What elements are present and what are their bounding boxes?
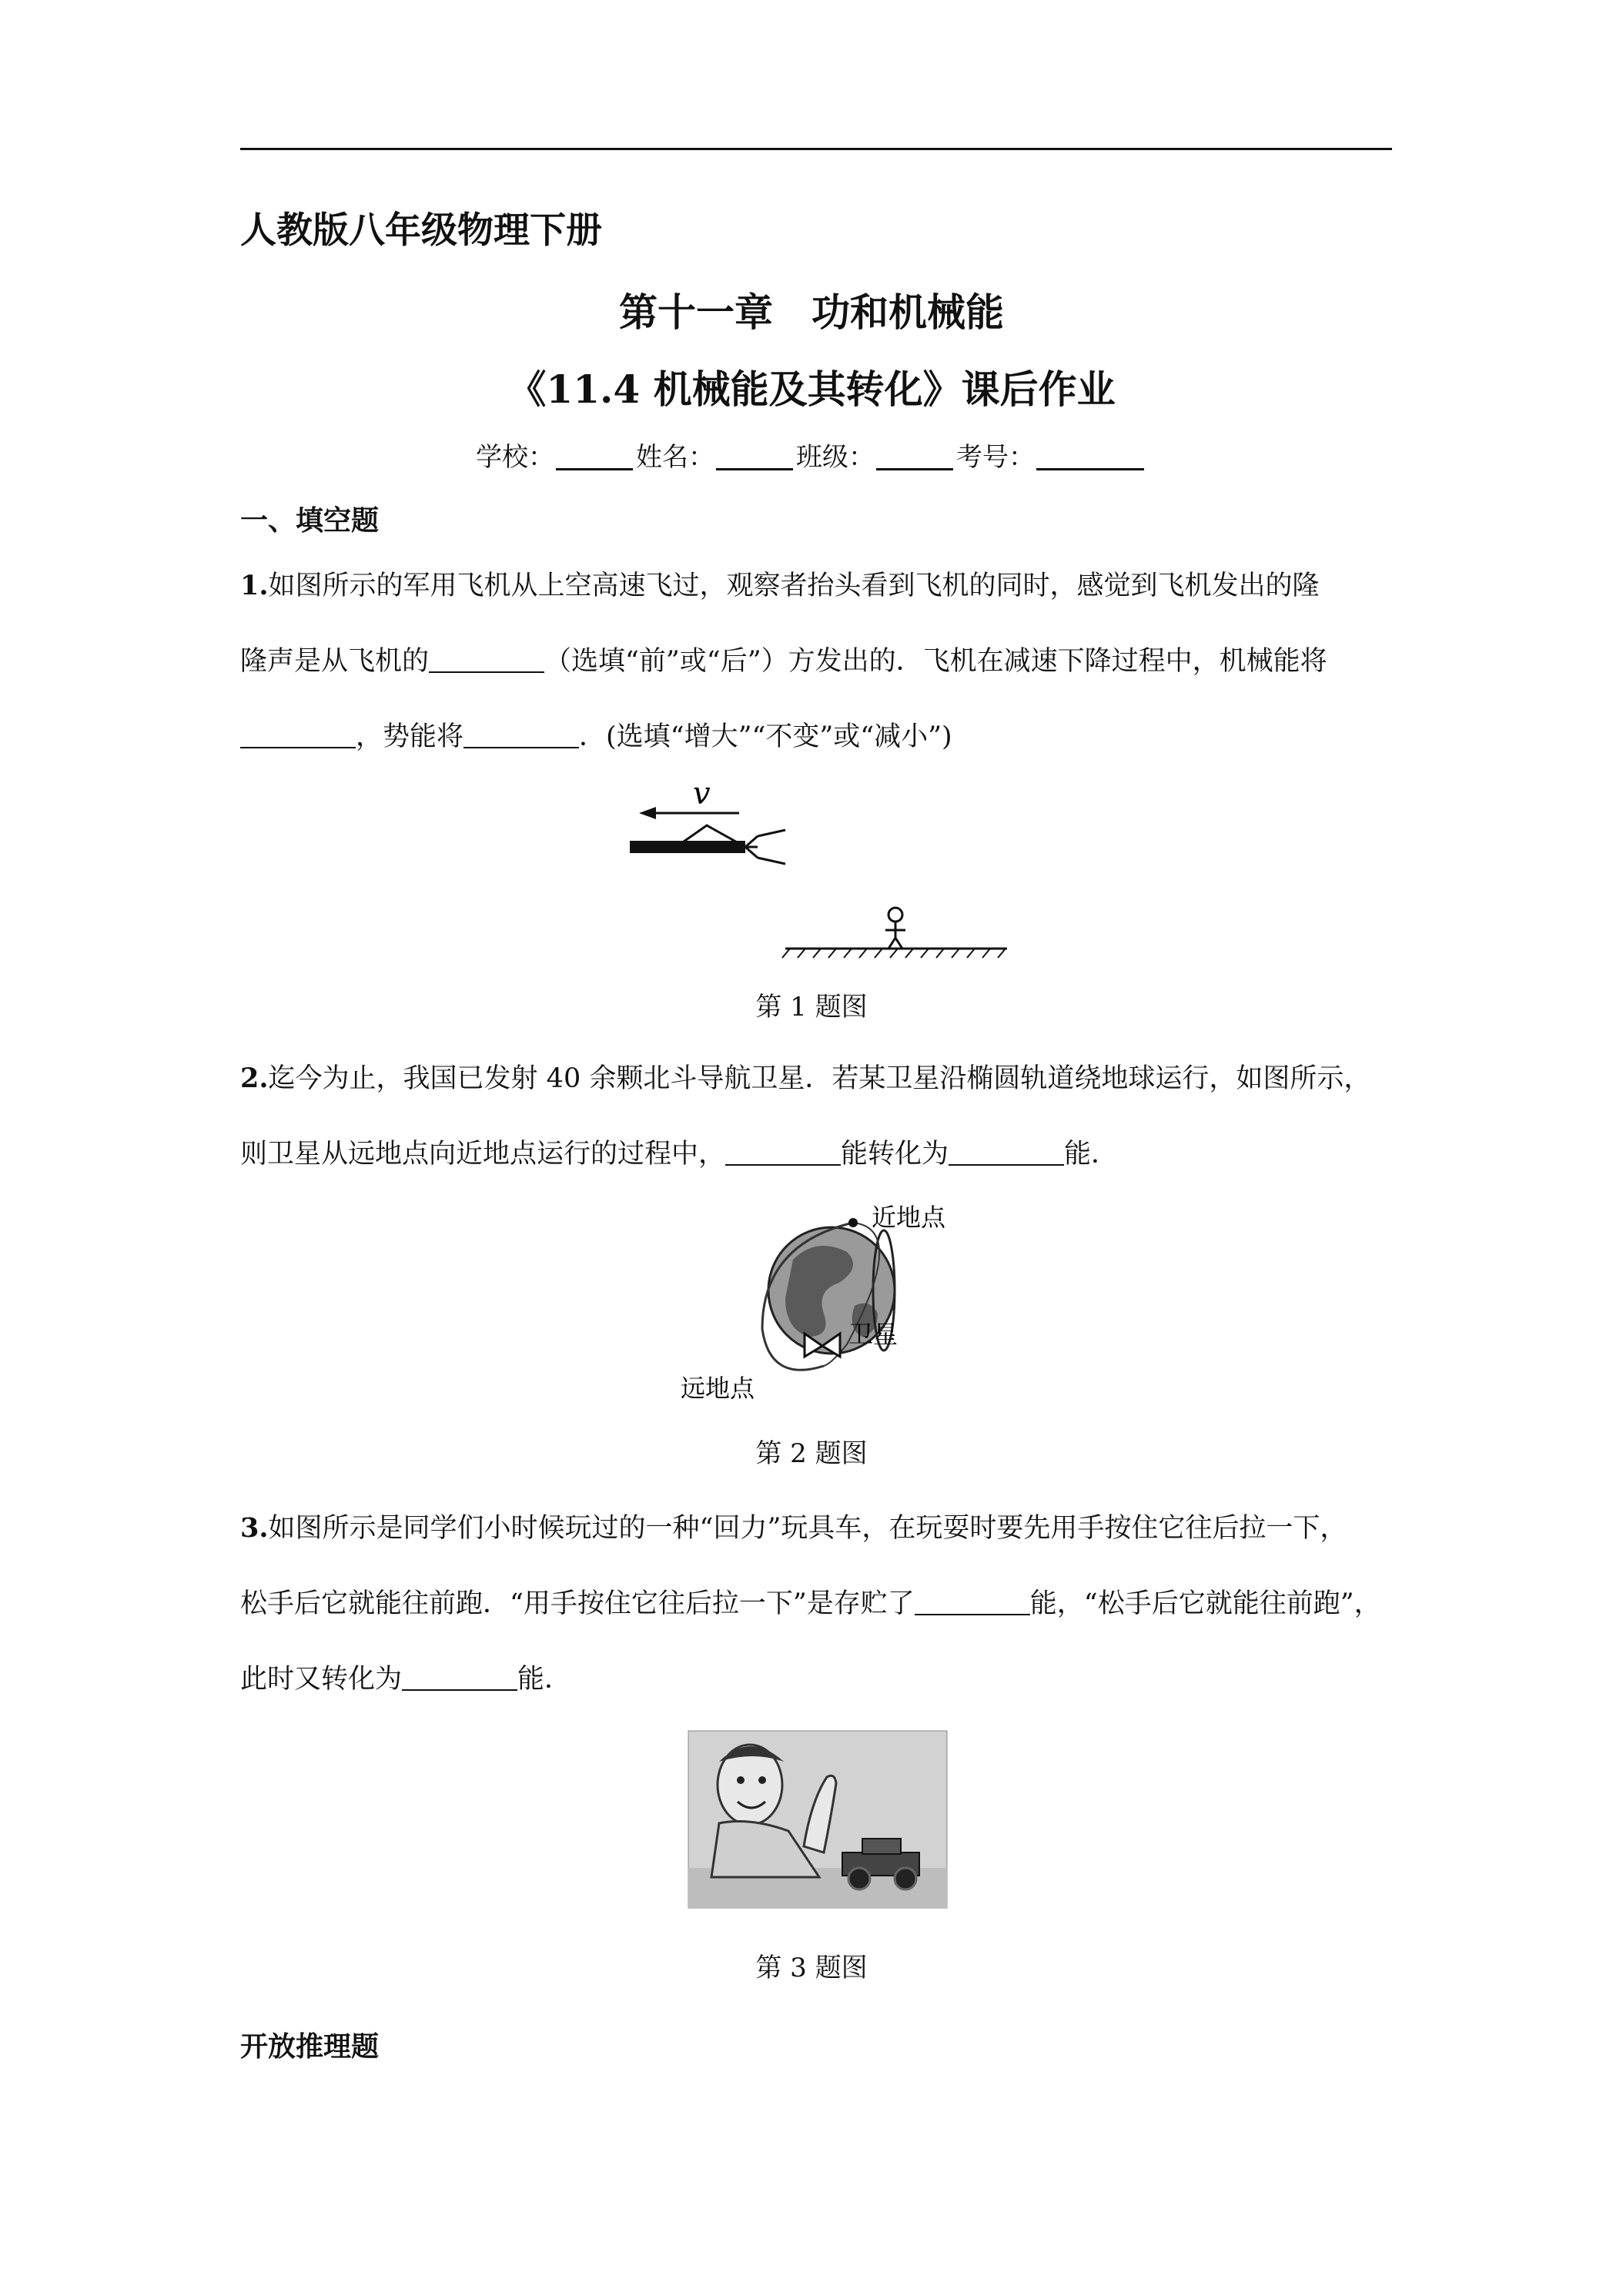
section-fill-blank-title: 一、填空题	[240, 504, 380, 537]
answer-blank[interactable]	[725, 1141, 841, 1166]
number-label: 考号：	[956, 442, 1035, 473]
question-text: 能转化为	[841, 1139, 949, 1170]
question-number: 3.	[240, 1512, 269, 1544]
school-blank[interactable]	[556, 442, 633, 470]
name-label: 姓名：	[636, 442, 714, 473]
question-text: 能，“松手后它就能往前跑”，	[1029, 1588, 1381, 1619]
section-open-reasoning-title: 开放推理题	[240, 2030, 380, 2063]
lesson-title: 《11.4 机械能及其转化》课后作业	[507, 366, 1116, 412]
question-text: 松手后它就能往前跑．“用手按住它往后拉一下”是存贮了	[240, 1588, 915, 1619]
name-blank[interactable]	[716, 442, 793, 470]
arrow-head-icon	[639, 807, 656, 819]
question-text: 能．	[517, 1664, 572, 1695]
question-text: 隆声是从飞机的	[240, 646, 430, 677]
answer-blank[interactable]	[915, 1591, 1030, 1615]
question-2	[240, 1041, 1395, 1192]
question-number: 1.	[240, 570, 269, 601]
figure-3-caption: 第 3 题图	[755, 1953, 868, 1983]
figure-2-satellite-orbit	[670, 1198, 993, 1414]
question-text: 如图所示是同学们小时候玩过的一种“回力”玩具车，在玩耍时要先用手按住它往后拉一下，	[268, 1513, 1347, 1544]
top-rule	[240, 148, 1392, 150]
school-label: 学校：	[476, 442, 554, 473]
question-text: ．(选填“增大”“不变”或“减小”)	[579, 721, 952, 752]
series-title: 人教版八年级物理下册	[240, 209, 602, 252]
answer-blank[interactable]	[949, 1141, 1064, 1166]
answer-blank[interactable]	[429, 648, 544, 673]
student-info-line	[0, 436, 1623, 474]
question-text: 则卫星从远地点向近地点运行的过程中，	[240, 1139, 726, 1170]
apogee-label: 远地点	[681, 1374, 755, 1403]
question-text: （选填“前”或“后”）方发出的．飞机在减速下降过程中，机械能将	[544, 646, 1327, 677]
answer-blank[interactable]	[240, 724, 356, 748]
satellite-label: 卫星	[848, 1320, 899, 1349]
question-number: 2.	[240, 1063, 269, 1094]
question-text: 此时又转化为	[240, 1664, 403, 1695]
class-blank[interactable]	[876, 442, 953, 470]
perigee-point	[848, 1218, 858, 1227]
question-1	[240, 548, 1395, 775]
number-blank[interactable]	[1036, 442, 1144, 470]
observer-icon	[888, 908, 902, 922]
figure-1-airplane-observer	[616, 778, 1016, 962]
figure-2-caption: 第 2 题图	[755, 1438, 868, 1469]
question-3	[240, 1491, 1395, 1717]
answer-blank[interactable]	[463, 724, 579, 748]
perigee-label: 近地点	[872, 1203, 946, 1232]
ground-hatching	[782, 949, 1006, 958]
question-text: 迄今为止，我国已发射 40 余颗北斗导航卫星．若某卫星沿椭圆轨道绕地球运行，如图所示，	[268, 1063, 1371, 1094]
question-text: 如图所示的军用飞机从上空高速飞过，观察者抬头看到飞机的同时，感觉到飞机发出的隆	[268, 571, 1320, 601]
figure-3-toy-car-photo	[688, 1731, 947, 1908]
chapter-title: 第十一章 功和机械能	[619, 290, 1004, 335]
class-label: 班级：	[796, 442, 875, 473]
figure-1-caption: 第 1 题图	[755, 992, 868, 1022]
question-text: 能．	[1064, 1139, 1119, 1170]
answer-blank[interactable]	[402, 1666, 517, 1691]
question-text: ，势能将	[356, 721, 464, 752]
velocity-label: v	[693, 776, 711, 812]
